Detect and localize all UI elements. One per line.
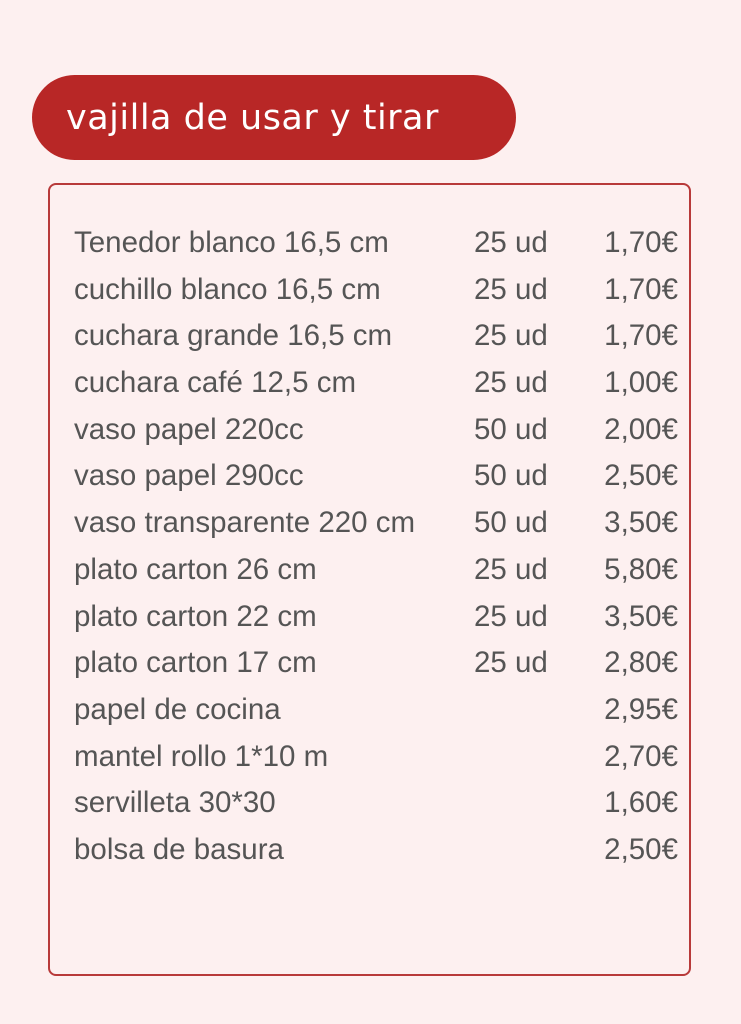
item-name: cuchara café 12,5 cm <box>74 366 357 400</box>
list-item <box>74 689 678 736</box>
item-name: vaso papel 220cc <box>74 412 304 446</box>
list-item <box>74 642 678 689</box>
list-item <box>74 829 678 876</box>
price-list <box>74 222 678 876</box>
item-price: 5,80€ <box>604 552 678 586</box>
item-price: 1,70€ <box>604 319 678 353</box>
item-price: 1,00€ <box>604 366 678 400</box>
list-item <box>74 362 678 409</box>
item-price: 1,70€ <box>604 226 678 259</box>
item-name: papel de cocina <box>74 692 281 726</box>
item-name: servilleta 30*30 <box>74 786 276 820</box>
list-item <box>74 222 678 269</box>
title-banner <box>32 75 516 160</box>
item-name: plato carton 26 cm <box>74 552 317 586</box>
list-item <box>74 782 678 829</box>
item-quantity: 50 ud <box>474 459 548 493</box>
item-name: plato carton 22 cm <box>74 599 317 633</box>
item-price: 2,80€ <box>604 646 678 680</box>
item-quantity: 25 ud <box>474 272 548 306</box>
item-price: 2,95€ <box>604 692 678 726</box>
item-quantity: 50 ud <box>474 506 548 540</box>
list-item <box>74 315 678 362</box>
item-price: 2,00€ <box>604 412 678 446</box>
item-price: 2,50€ <box>604 832 678 866</box>
item-price: 3,50€ <box>604 506 678 540</box>
item-quantity: 25 ud <box>474 319 548 353</box>
item-price: 3,50€ <box>604 599 678 633</box>
item-quantity: 25 ud <box>474 552 548 586</box>
list-item <box>74 409 678 456</box>
item-name: cuchara grande 16,5 cm <box>74 319 393 353</box>
item-quantity: 25 ud <box>474 226 548 259</box>
item-quantity: 50 ud <box>474 412 548 446</box>
item-price: 1,60€ <box>604 786 678 820</box>
list-item <box>74 502 678 549</box>
item-price: 2,50€ <box>604 459 678 493</box>
item-quantity: 25 ud <box>474 366 548 400</box>
item-name: bolsa de basura <box>74 832 284 866</box>
item-quantity: 25 ud <box>474 599 548 633</box>
item-price: 2,70€ <box>604 739 678 773</box>
item-price: 1,70€ <box>604 272 678 306</box>
item-name: cuchillo blanco 16,5 cm <box>74 272 381 306</box>
item-name: vaso papel 290cc <box>74 459 304 493</box>
item-name: Tenedor blanco 16,5 cm <box>74 226 389 259</box>
list-item <box>74 596 678 643</box>
page-title: vajilla de usar y tirar <box>66 97 439 138</box>
list-item <box>74 549 678 596</box>
list-item <box>74 269 678 316</box>
list-item <box>74 455 678 502</box>
list-item <box>74 736 678 783</box>
item-quantity: 25 ud <box>474 646 548 680</box>
item-name: mantel rollo 1*10 m <box>74 739 329 773</box>
item-name: plato carton 17 cm <box>74 646 317 680</box>
item-name: vaso transparente 220 cm <box>74 506 416 540</box>
